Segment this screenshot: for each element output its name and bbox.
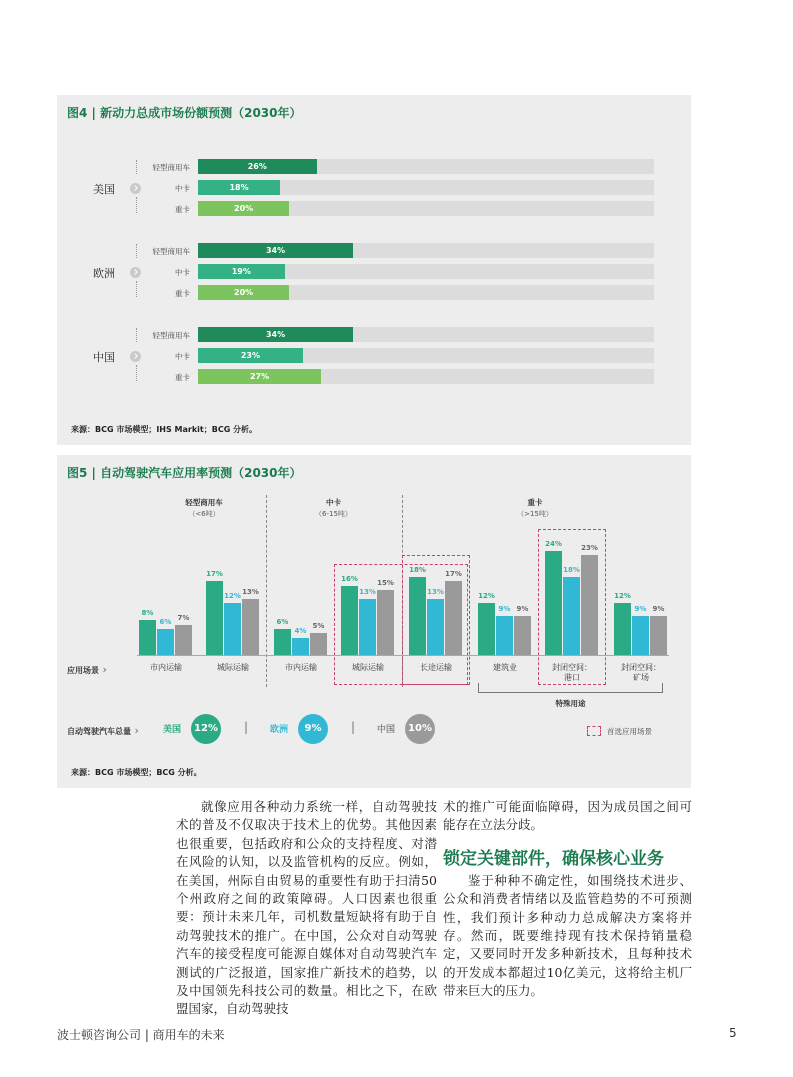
data-label: 18% <box>409 566 426 574</box>
bar: 18% <box>198 180 280 195</box>
data-label: 6% <box>159 618 172 626</box>
bar: 26% <box>198 159 317 174</box>
data-label: 9% <box>516 605 529 613</box>
row-label: 重卡 <box>175 289 190 298</box>
data-label: 15% <box>377 579 394 587</box>
total-cn-circle: 10% <box>405 714 435 744</box>
figure-4-title: 图4 | 新动力总成市场份额预测（2030年） <box>67 106 302 120</box>
category-label-line: 封闭空间： <box>621 663 661 672</box>
bar <box>427 599 444 655</box>
row-label: 中卡 <box>175 268 190 277</box>
category-label-line: 城际运输 <box>352 663 384 672</box>
figure-5-panel <box>57 455 691 788</box>
data-label: 9% <box>498 605 511 613</box>
category-label <box>470 663 540 673</box>
bar: 34% <box>198 327 353 342</box>
group-sub-light: （<6吨） <box>188 510 220 518</box>
category-label <box>266 663 336 673</box>
bar <box>292 638 309 655</box>
bar <box>377 590 394 655</box>
data-label: 13% <box>427 587 444 596</box>
category-label-line: 港口 <box>564 673 580 682</box>
total-label: 自动驾驶汽车总量 › <box>67 724 139 737</box>
category-label-line: 矿场 <box>633 673 649 682</box>
category-label-line: 市内运输 <box>285 663 317 672</box>
region-label: 中国 <box>93 351 115 364</box>
total-us-label: 美国 <box>163 725 182 735</box>
bar <box>632 616 649 655</box>
separator: | <box>244 720 249 734</box>
data-label: 13% <box>359 587 376 596</box>
footer-left: 波士顿咨询公司 | 商用车的未来 <box>57 1028 225 1042</box>
bar <box>341 586 358 655</box>
total-eu-circle: 9% <box>298 714 328 744</box>
total-cn-label: 中国 <box>377 725 396 735</box>
category-label-line: 市内运输 <box>150 663 182 672</box>
category-label-line: 城际运输 <box>217 663 249 672</box>
total-us-circle: 12% <box>191 714 221 744</box>
left-paragraph: 就像应用各种动力系统一样，自动驾驶技术的普及不仅取决于技术上的优势。其他因素也很重要，包括政府和公众的支持程度、对潜在风险的认知，以及监管机构的反应。例如，在美国，州际自由贸易的重要性有助于扫清50个州政府之间的政策障碍。人口因素也很重要：预计未来几年，司机数量短缺将有助于自动驾驶技术的推广。在中国，公众对自动驾驶汽车的接受程度可能源自媒体对自动驾驶汽车测试的广泛报道，国家推广新技术的趋势，以及中国领先科技公司的数量。相比之下，在欧盟国家，自动驾驶技 <box>176 799 437 1017</box>
data-label: 5% <box>312 622 325 631</box>
scene-label: 应用场景 › <box>67 663 107 676</box>
group-title-heavy: 重卡 <box>527 498 543 507</box>
data-label: 9% <box>634 605 647 613</box>
special-use-bracket <box>478 683 663 693</box>
category-label <box>198 663 268 673</box>
right-paragraph: 鉴于种种不确定性，如围绕技术进步、公众和消费者情绪以及监管趋势的不可预测性，我们预计多种动力总成解决方案将并存。然而，既要维持现有技术保持销量稳定，又要同时开发多种新技术，且每种技术的开发成本都超过10亿美元，这将给主机厂带来巨大的压力。 <box>443 872 692 999</box>
data-label: 23% <box>581 544 598 553</box>
right-column <box>443 798 692 1001</box>
bar <box>496 616 513 655</box>
data-label: 12% <box>224 592 241 600</box>
bar: 20% <box>198 201 289 216</box>
figure-5-title: 图5 | 自动驾驶汽车应用率预测（2030年） <box>67 466 302 480</box>
bar <box>650 616 667 655</box>
category-label-line: 封闭空间： <box>552 663 592 672</box>
data-label: 7% <box>177 613 190 622</box>
category-label-line: 长途运输 <box>420 663 452 672</box>
data-label: 9% <box>652 605 665 613</box>
bar <box>359 599 376 655</box>
row-label: 中卡 <box>175 184 190 193</box>
data-label: 6% <box>276 618 289 626</box>
legend-box <box>587 726 601 736</box>
category-label-line: 建筑业 <box>493 663 517 672</box>
bar <box>242 599 259 655</box>
bar <box>224 603 241 655</box>
group-sub-heavy: （>15吨） <box>517 510 553 518</box>
bar: 19% <box>198 264 285 279</box>
data-label: 16% <box>341 574 358 583</box>
group-title-light: 轻型商用车 <box>185 498 223 507</box>
data-label: 17% <box>206 570 223 579</box>
left-column <box>176 798 437 1019</box>
figure-4-source: 来源：BCG 市场模型；IHS Markit；BCG 分析。 <box>71 425 258 434</box>
special-use-label: 特殊用途 <box>555 699 586 708</box>
row-label: 重卡 <box>175 205 190 214</box>
data-label: 4% <box>294 626 307 635</box>
total-eu-label: 欧洲 <box>270 725 289 735</box>
figure-5-source: 来源：BCG 市场模型；BCG 分析。 <box>71 768 202 777</box>
data-label: 24% <box>545 540 562 548</box>
right-continuation: 术的推广可能面临障碍，因为成员国之间可能存在立法分歧。 <box>443 799 692 833</box>
data-label: 12% <box>614 592 631 600</box>
row-label: 轻型商用车 <box>152 247 190 256</box>
bar <box>445 581 462 655</box>
bar <box>310 633 327 655</box>
row-label: 轻型商用车 <box>152 163 190 172</box>
bar <box>157 629 174 655</box>
group-title-medium: 中卡 <box>326 498 341 507</box>
row-label: 轻型商用车 <box>152 331 190 340</box>
bar <box>514 616 531 655</box>
data-label: 13% <box>242 587 259 596</box>
region-label: 美国 <box>93 183 115 196</box>
legend-text: 首选应用场景 <box>607 727 652 736</box>
bar: 27% <box>198 369 321 384</box>
category-label <box>131 663 201 673</box>
group-divider <box>266 495 267 687</box>
bar: 23% <box>198 348 303 363</box>
separator: | <box>351 720 356 734</box>
figure-4-panel <box>57 95 691 445</box>
bar: 34% <box>198 243 353 258</box>
bar <box>175 625 192 655</box>
bar <box>581 555 598 655</box>
section-subheading: 锁定关键部件，确保核心业务 <box>443 848 664 869</box>
category-label <box>333 663 403 673</box>
category-label <box>537 663 607 683</box>
chart-axis <box>137 655 669 656</box>
bar: 20% <box>198 285 289 300</box>
row-label: 重卡 <box>175 373 190 382</box>
data-label: 12% <box>478 592 495 600</box>
region-label: 欧洲 <box>93 267 115 280</box>
data-label: 17% <box>445 570 462 579</box>
data-label: 18% <box>563 566 580 574</box>
category-label <box>606 663 676 683</box>
data-label: 8% <box>141 609 154 618</box>
row-label: 中卡 <box>175 352 190 361</box>
bar <box>563 577 580 655</box>
page-number: 5 <box>729 1026 737 1040</box>
group-sub-medium: （6-15吨） <box>315 510 352 518</box>
category-label <box>401 663 471 673</box>
